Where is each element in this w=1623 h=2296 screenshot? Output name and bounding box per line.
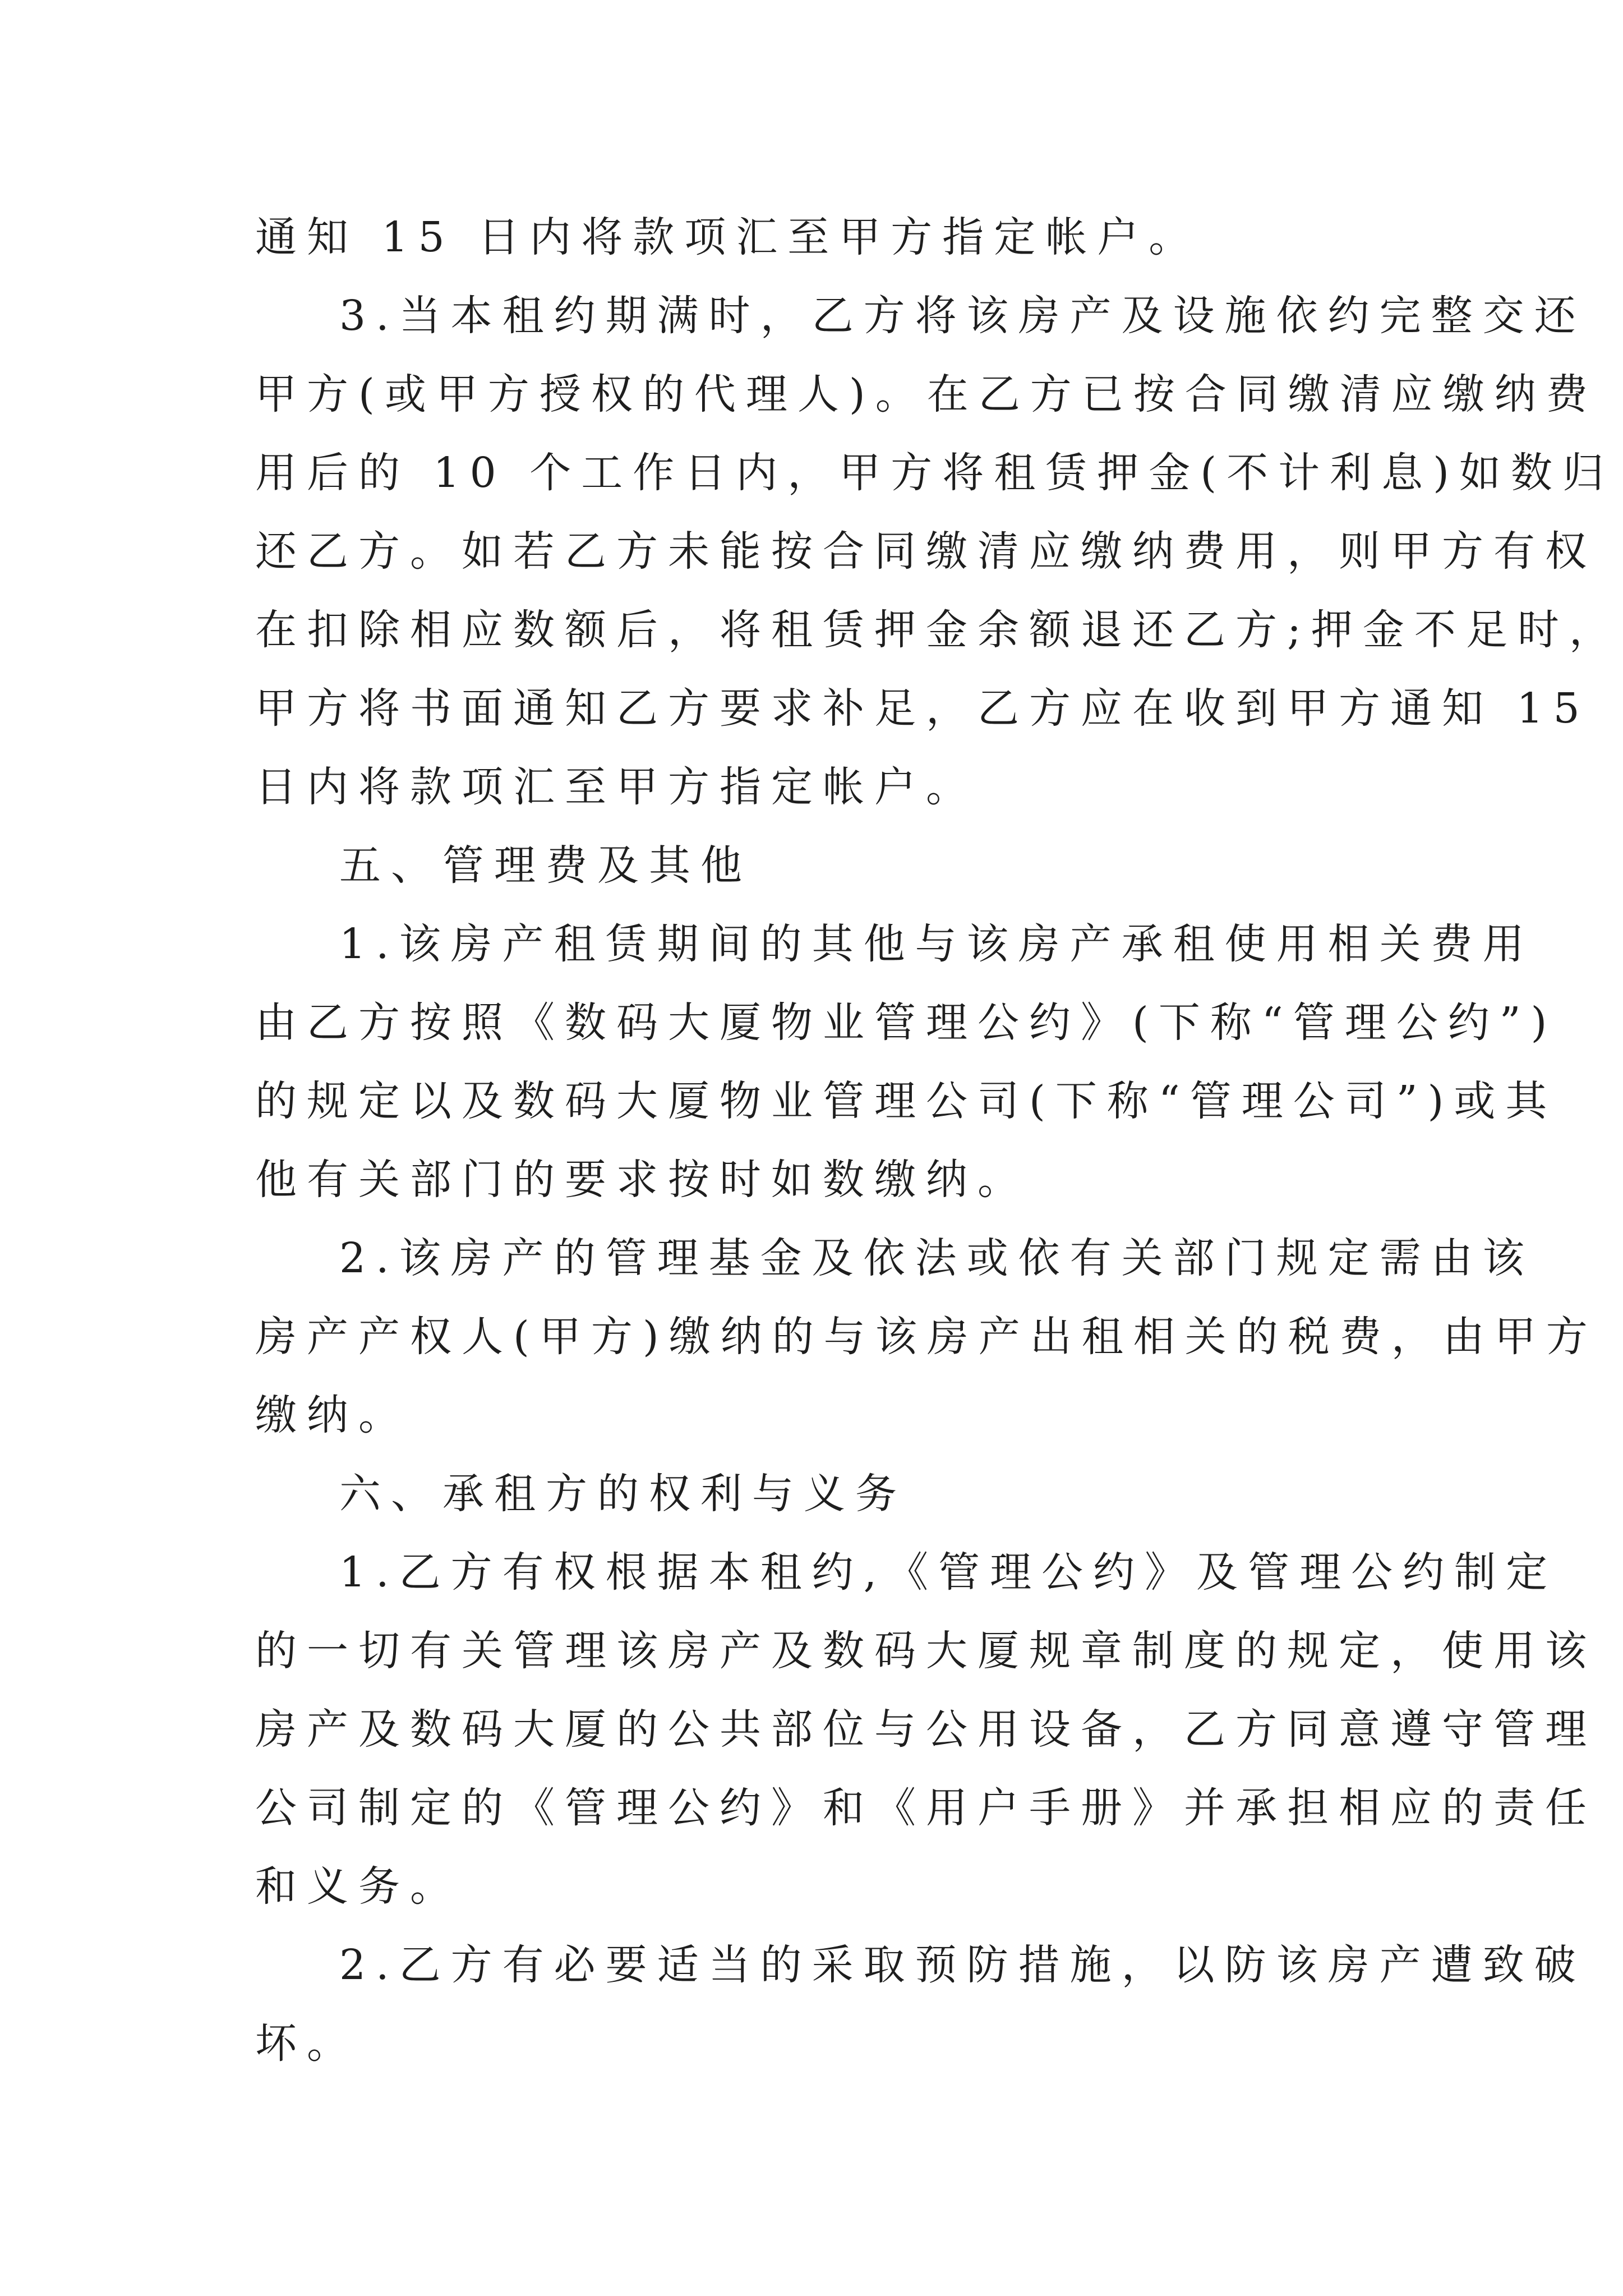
paragraph-line: 坏。 (255, 2019, 358, 2068)
paragraph-line: 日内将款项汇至甲方指定帐户。 (255, 763, 978, 811)
paragraph-line: 还乙方。如若乙方未能按合同缴清应缴纳费用，则甲方有权 (255, 527, 1597, 576)
paragraph-line: 通知 15 日内将款项汇至甲方指定帐户。 (255, 213, 1201, 261)
paragraph-line: 在扣除相应数额后，将租赁押金余额退还乙方;押金不足时， (255, 606, 1621, 654)
paragraph-line: 2.乙方有必要适当的采取预防措施，以防该房产遭致破 (339, 1941, 1586, 1989)
paragraph-line: 3.当本租约期满时，乙方将该房产及设施依约完整交还 (339, 292, 1586, 340)
section-heading: 六、承租方的权利与义务 (339, 1470, 907, 1518)
paragraph-line: 2.该房产的管理基金及依法或依有关部门规定需由该 (339, 1234, 1534, 1282)
paragraph-line: 他有关部门的要求按时如数缴纳。 (255, 1156, 1029, 1204)
section-heading: 五、管理费及其他 (339, 841, 752, 890)
paragraph-line: 缴纳。 (255, 1391, 410, 1439)
paragraph-line: 1.乙方有权根据本租约,《管理公约》及管理公约制定 (339, 1548, 1558, 1596)
paragraph-line: 1.该房产租赁期间的其他与该房产承租使用相关费用 (339, 920, 1534, 968)
paragraph-line: 的一切有关管理该房产及数码大厦规章制度的规定，使用该 (255, 1627, 1597, 1675)
paragraph-line: 公司制定的《管理公约》和《用户手册》并承担相应的责任 (255, 1784, 1597, 1832)
paragraph-line: 房产及数码大厦的公共部位与公用设备，乙方同意遵守管理 (255, 1705, 1597, 1754)
paragraph-line: 房产产权人(甲方)缴纳的与该房产出租相关的税费，由甲方 (255, 1313, 1598, 1361)
paragraph-line: 甲方(或甲方授权的代理人)。在乙方已按合同缴清应缴纳费 (255, 370, 1598, 418)
paragraph-line: 的规定以及数码大厦物业管理公司(下称“管理公司”)或其 (255, 1077, 1557, 1125)
paragraph-line: 甲方将书面通知乙方要求补足，乙方应在收到甲方通知 15 (255, 684, 1590, 733)
paragraph-line: 用后的 10 个工作日内，甲方将租赁押金(不计利息)如数归 (255, 449, 1614, 497)
paragraph-line: 和义务。 (255, 1862, 462, 1911)
paragraph-line: 由乙方按照《数码大厦物业管理公约》(下称“管理公约”) (255, 999, 1557, 1047)
